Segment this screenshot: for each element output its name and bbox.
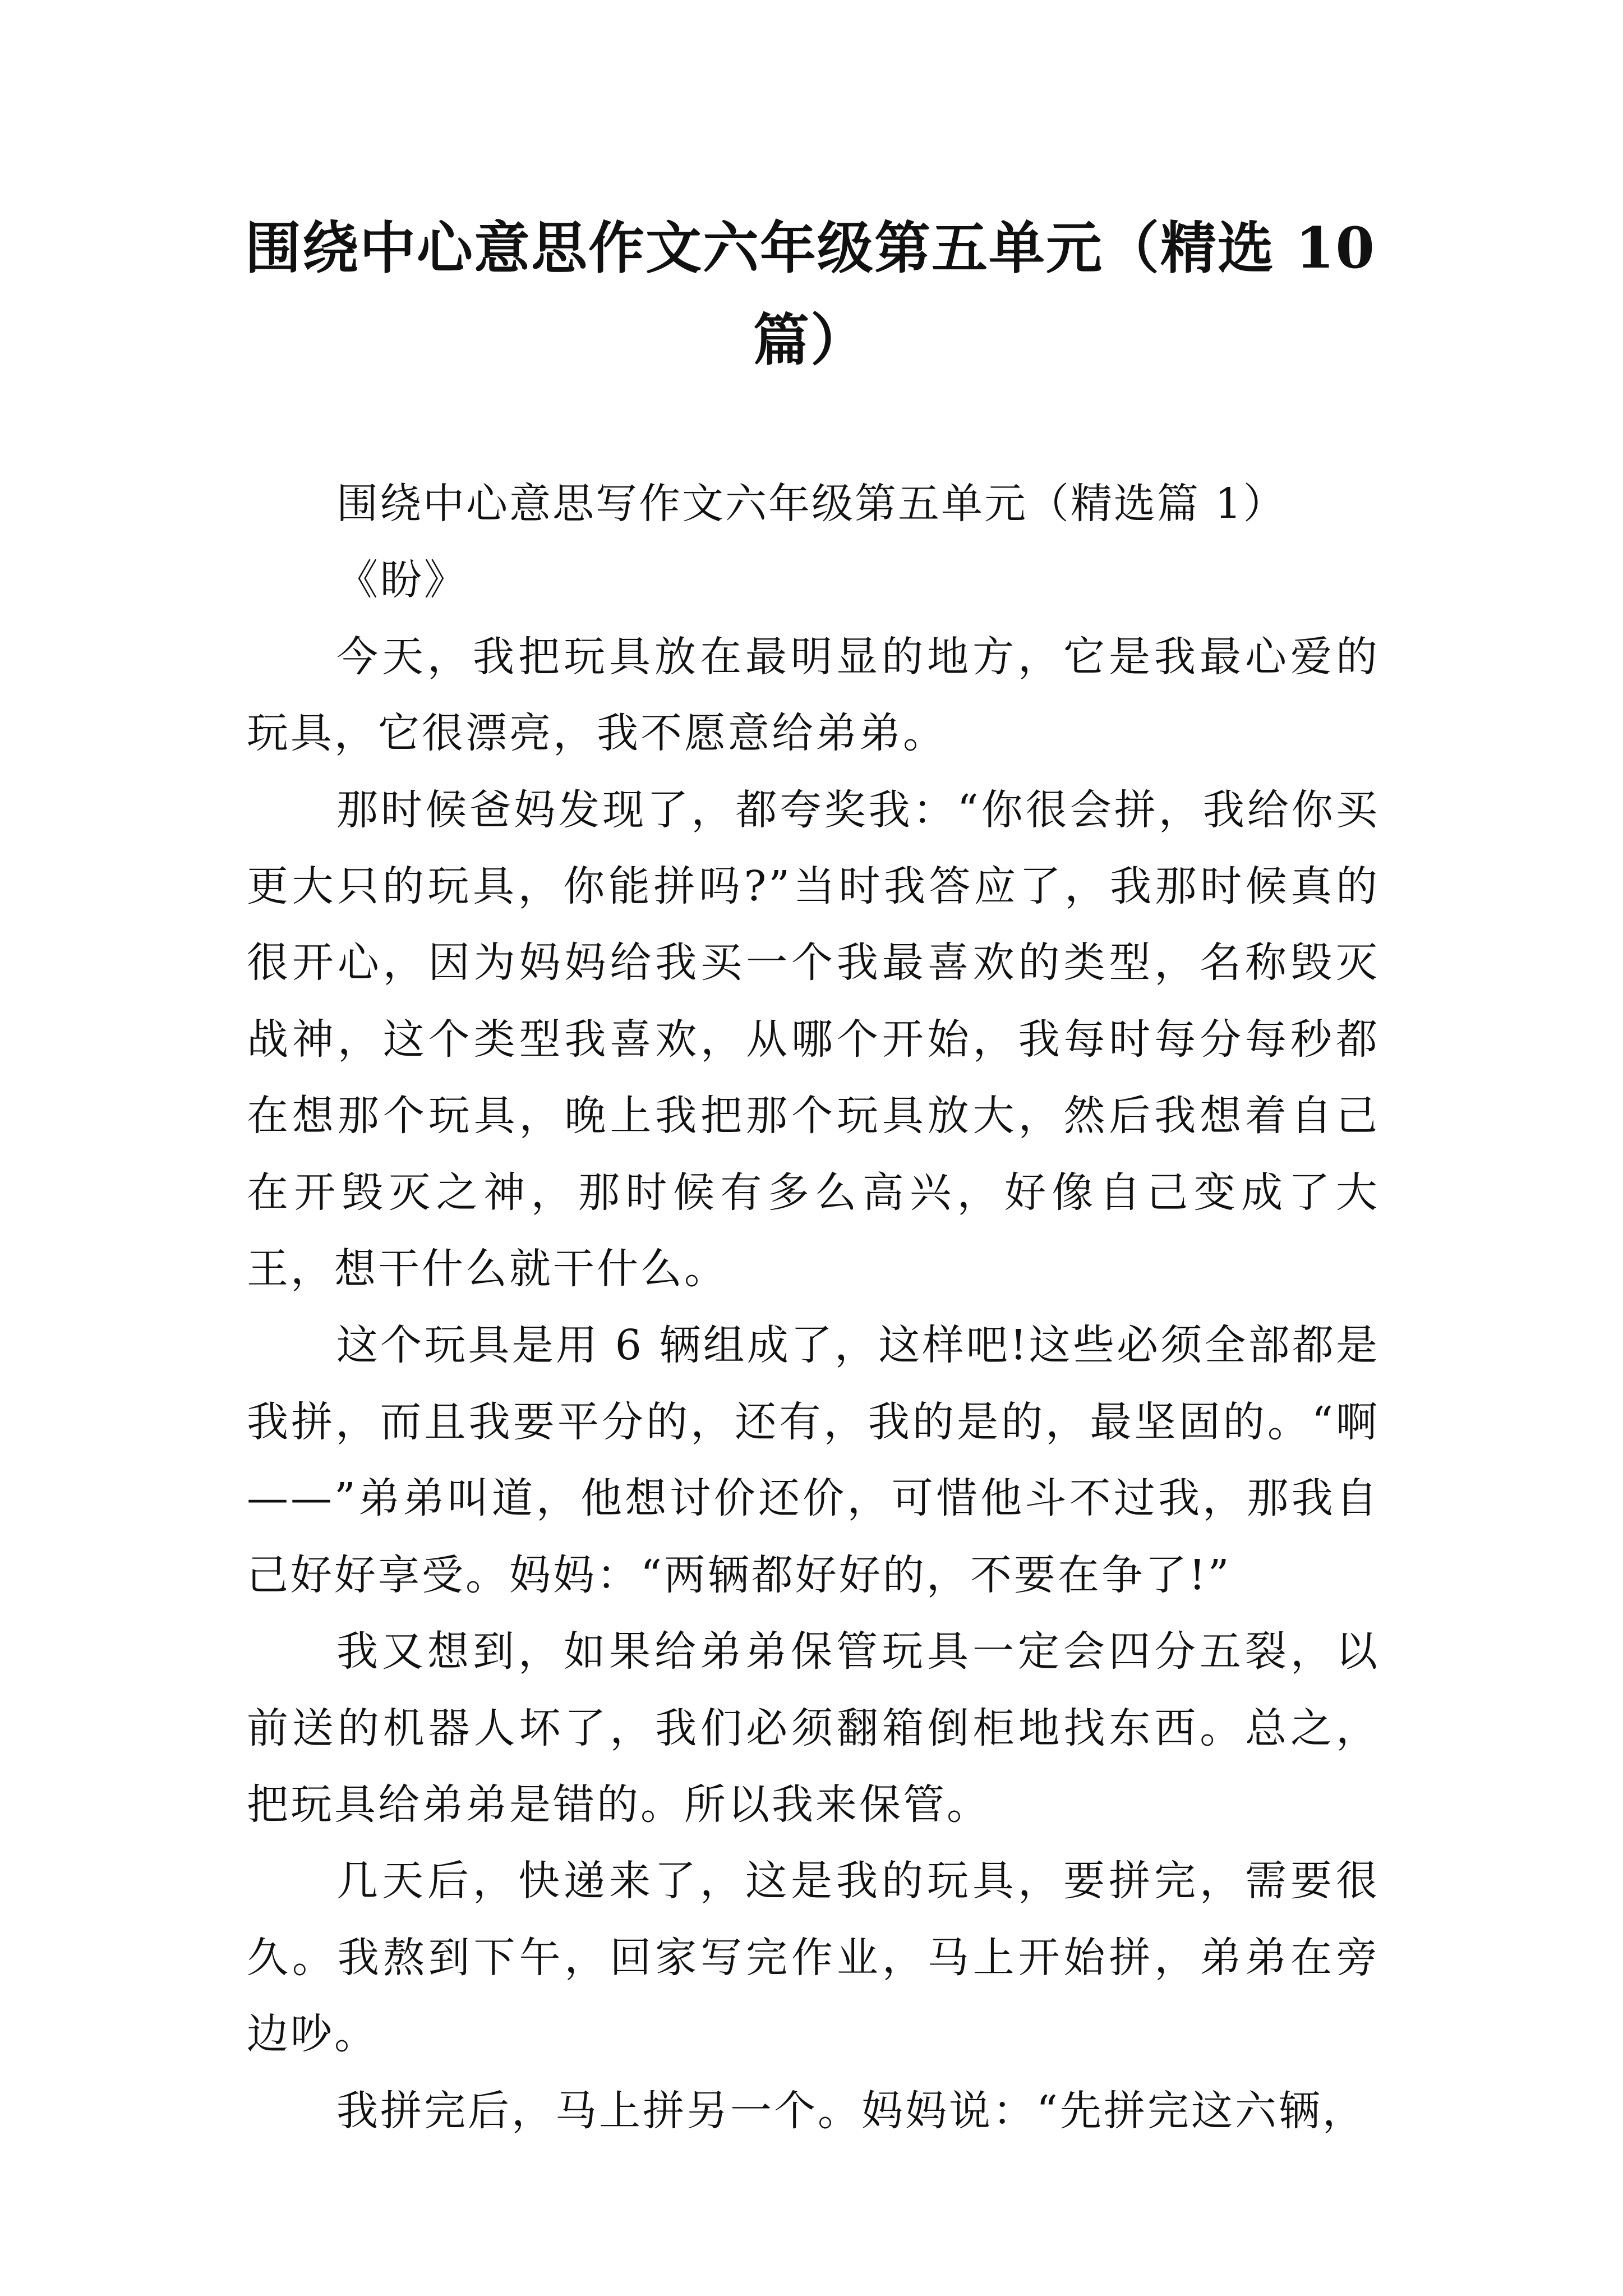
paragraph: 这个玩具是用 6 辆组成了，这样吧!这些必须全部都是我拼，而且我要平分的，还有，我的是的，最坚固的。“啊——”弟弟叫道，他想讨价还价，可惜他斗不过我，那我自己好好享受。妈妈：“两辆都好好的，不要在争了!” xyxy=(247,1321,1380,1599)
document-title: 围绕中心意思作文六年级第五单元（精选 10 篇） xyxy=(245,215,1376,373)
essay-title: 《盼》 xyxy=(336,556,468,605)
section-heading: 围绕中心意思写作文六年级第五单元（精选篇 1） xyxy=(336,480,1287,528)
paragraph: 我拼完后，马上拼另一个。妈妈说：“先拼完这六辆， xyxy=(336,2086,1366,2135)
document-body xyxy=(247,466,1380,2149)
paragraph: 那时候爸妈发现了，都夸奖我：“你很会拼，我给你买更大只的玩具，你能拼吗?”当时我答应了，我那时候真的很开心，因为妈妈给我买一个我最喜欢的类型，名称毁灭战神，这个类型我喜欢，从哪个开始，我每时每分每秒都在想那个玩具，晚上我把那个玩具放大，然后我想着自己在开毁灭之神，那时候有多么高兴，好像自己变成了大王，想干什么就干什么。 xyxy=(247,785,1380,1294)
paragraph: 今天，我把玩具放在最明显的地方，它是我最心爱的玩具，它很漂亮，我不愿意给弟弟。 xyxy=(247,632,1380,758)
paragraph: 我又想到，如果给弟弟保管玩具一定会四分五裂，以前送的机器人坏了，我们必须翻箱倒柜地找东西。总之，把玩具给弟弟是错的。所以我来保管。 xyxy=(247,1627,1380,1829)
paragraph: 几天后，快递来了，这是我的玩具，要拼完，需要很久。我熬到下午，回家写完作业，马上开始拼，弟弟在旁边吵。 xyxy=(247,1857,1380,2059)
